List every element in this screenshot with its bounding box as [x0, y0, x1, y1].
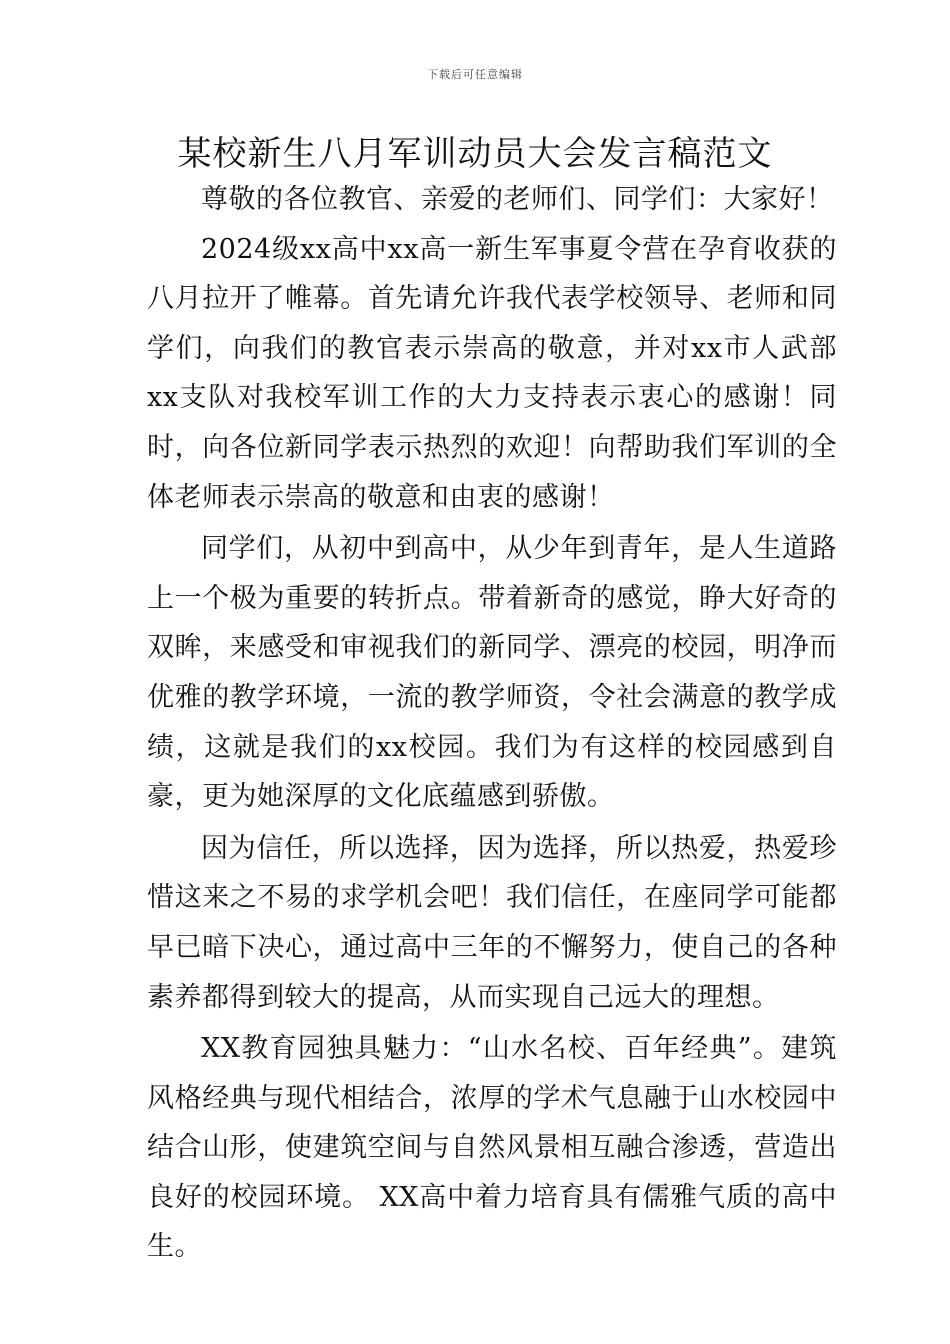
document-title: 某校新生八月军训动员大会发言稿范文: [177, 134, 773, 174]
body-paragraph: 2024级xx高中xx高一新生军事夏令营在孕育收获的八月拉开了帷幕。首先请允许我代表学校领导、老师和同学们，向我们的教官表示崇高的敬意，并对xx市人武部xx支队对我校军训工作的大力支持表示衷心的感谢！同时，向各位新同学表示热烈的欢迎！向帮助我们军训的全体老师表示崇高的敬意和由衷的感谢！: [147, 233, 837, 513]
document-body: [147, 175, 837, 1272]
greeting-paragraph: 尊敬的各位教官、亲爱的老师们、同学们：大家好！: [201, 184, 834, 215]
body-paragraph: XX教育园独具魅力：“山水名校、百年经典”。建筑风格经典与现代相结合，浓厚的学术气息融于山水校园中结合山形，使建筑空间与自然风景相互融合渗透，营造出良好的校园环境。 XX高中着力培育具有儒雅气质的高中生。: [147, 1033, 837, 1263]
header-note: 下载后可任意编辑: [427, 68, 523, 81]
body-paragraph: 同学们，从初中到高中，从少年到青年，是人生道路上一个极为重要的转折点。带着新奇的感觉，睁大好奇的双眸，来感受和审视我们的新同学、漂亮的校园，明净而优雅的教学环境，一流的教学师资，令社会满意的教学成绩，这就是我们的xx校园。我们为有这样的校园感到自豪，更为她深厚的文化底蕴感到骄傲。: [147, 533, 837, 813]
body-paragraph: 因为信任，所以选择，因为选择，所以热爱，热爱珍惜这来之不易的求学机会吧！我们信任，在座同学可能都早已暗下决心，通过高中三年的不懈努力，使自己的各种素养都得到较大的提高，从而实现自己远大的理想。: [147, 832, 837, 1013]
